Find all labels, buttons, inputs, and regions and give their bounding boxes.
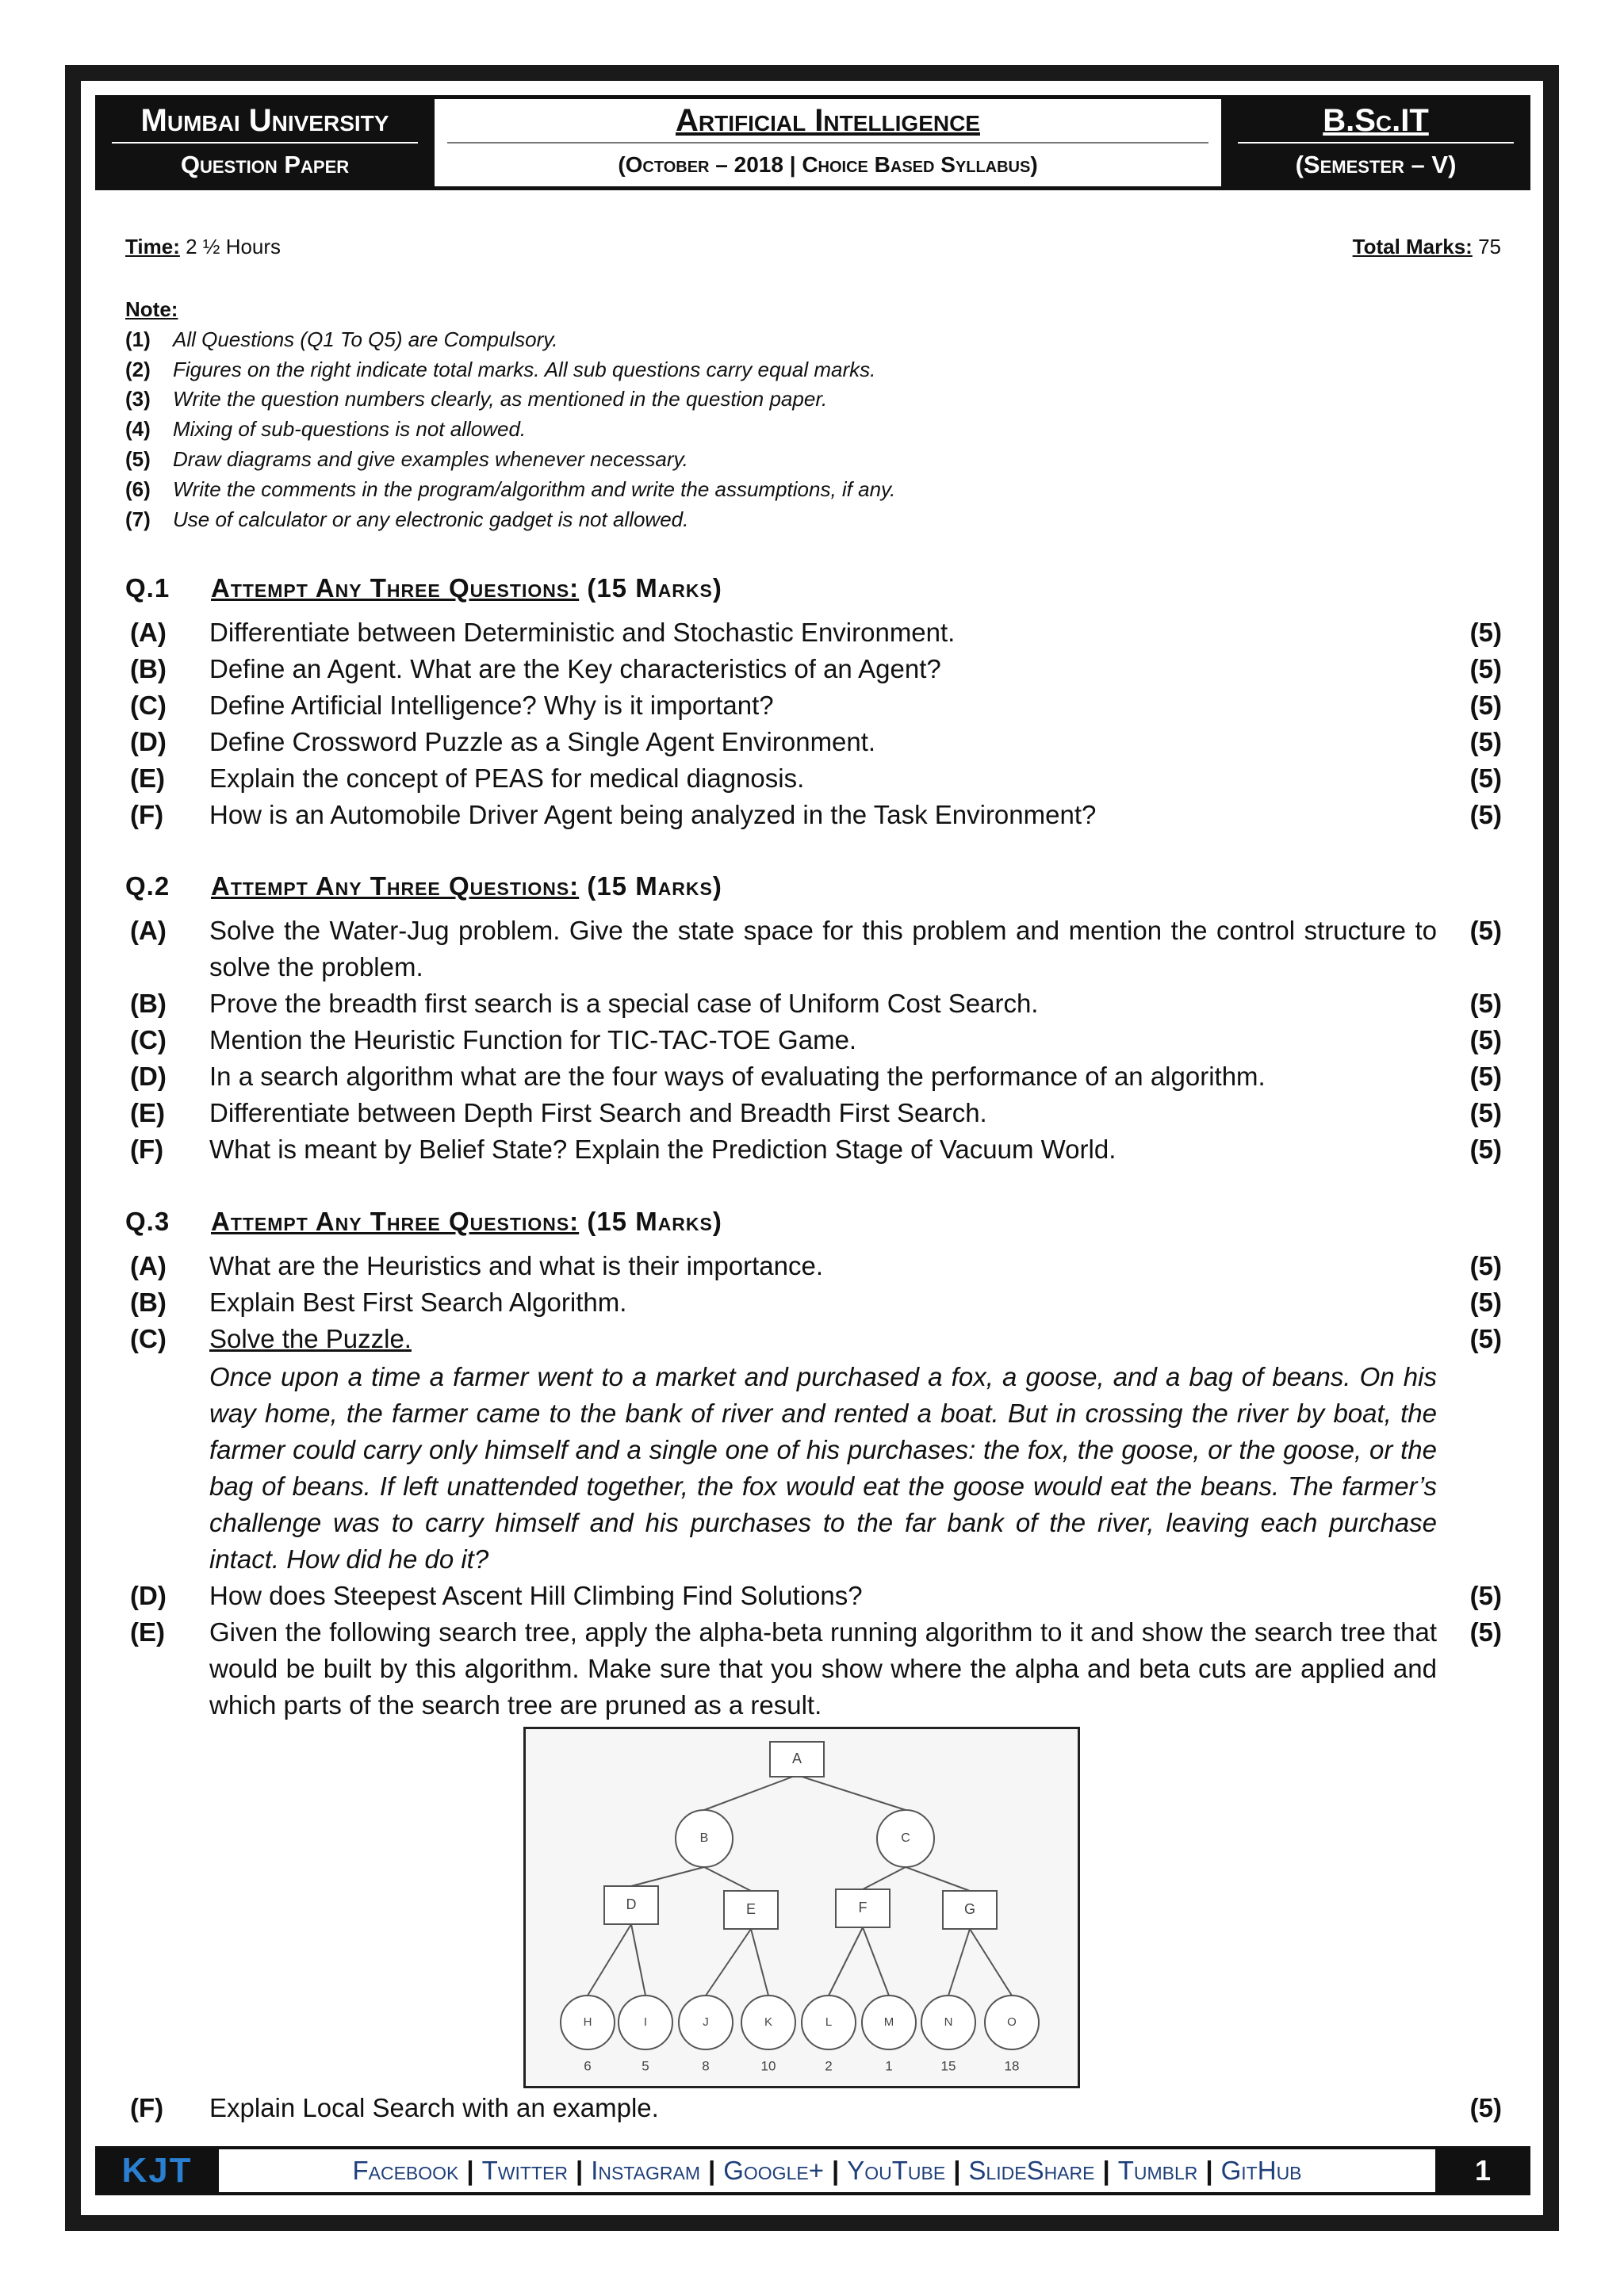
header-left: [99, 99, 431, 186]
tree-node-label: G: [963, 1900, 976, 1917]
item-text: Define an Agent. What are the Key characteristics of an Agent?: [209, 654, 941, 683]
note-text: Figures on the right indicate total marks. All sub questions carry equal marks.: [173, 357, 876, 381]
item-label: (F): [130, 1135, 164, 1164]
tree-node-label: C: [901, 1831, 910, 1846]
social-link-twitter[interactable]: Twitter: [481, 2156, 568, 2185]
item-marks: (5): [1469, 1025, 1502, 1054]
item-marks: (5): [1469, 800, 1502, 829]
tree-edge: [948, 1929, 970, 1996]
social-link-facebook[interactable]: Facebook: [352, 2156, 459, 2185]
item-marks: (5): [1469, 691, 1502, 720]
header-middle: [431, 99, 1225, 186]
tree-edge: [704, 1867, 751, 1891]
q1-heading: [125, 573, 722, 603]
item-label: (C): [130, 1025, 167, 1054]
item-text: Define Crossword Puzzle as a Single Agent Environment.: [209, 727, 876, 756]
tree-edge: [863, 1927, 889, 1996]
tree-edge: [704, 1775, 797, 1810]
note-item: [125, 325, 895, 355]
tree-leaf-label: J: [703, 2015, 709, 2029]
item-marks: (5): [1469, 1617, 1502, 1647]
tree-edge: [829, 1927, 863, 1996]
note-number: (4): [125, 417, 151, 442]
item-label: (E): [130, 763, 165, 793]
tree-node-label: A: [791, 1750, 802, 1766]
kjt-logo: KJT: [95, 2149, 219, 2192]
item-text: Explain Local Search with an example.: [209, 2093, 659, 2122]
q2-heading: [125, 871, 722, 901]
note-text: Write the comments in the program/algorithm and write the assumptions, if any.: [173, 476, 896, 501]
puzzle-text: Once upon a time a farmer went to a market and purchased a fox, a goose, and a bag of beans. On his way home, the farmer came to the bank of river and rented a boat. But in crossing the river by boat, the farmer could carry only himself and a single one of his purchases: the fox, the goose, or the goose, or the bag of beans. If left unattended together, the fox would eat the goose would eat the beans. The farmer’s challenge was to carry himself and his purchases to the far bank of the river, leaving each purchase intact. How did he do it?: [209, 1362, 1437, 1574]
item-text: Prove the breadth first search is a special case of Uniform Cost Search.: [209, 989, 1039, 1018]
note-item: [125, 505, 895, 535]
note-text: Write the question numbers clearly, as mentioned in the question paper.: [173, 387, 828, 411]
q2-title: Attempt Any Three Questions:: [211, 871, 580, 901]
tree-leaf-label: M: [883, 2015, 894, 2029]
item-marks: (5): [1469, 1098, 1502, 1127]
tree-edge: [588, 1924, 631, 1996]
tree-edge: [706, 1929, 751, 1996]
notes: [125, 295, 895, 534]
item-text: Mention the Heuristic Function for TIC-TAC-TOE Game.: [209, 1025, 857, 1054]
note-text: Draw diagrams and give examples whenever necessary.: [173, 446, 688, 471]
note-number: (3): [125, 387, 151, 411]
search-tree-figure: [523, 1727, 1080, 2088]
item-marks: (5): [1469, 1062, 1502, 1091]
item-marks: (5): [1469, 654, 1502, 683]
note-item: [125, 475, 895, 505]
item-marks: (5): [1469, 1251, 1502, 1280]
item-marks: (5): [1469, 1135, 1502, 1164]
note-number: (7): [125, 507, 151, 531]
footer: [95, 2146, 1530, 2195]
item-text: Explain Best First Search Algorithm.: [209, 1288, 627, 1317]
subject-title: Artificial Intelligence: [447, 99, 1208, 144]
note-number: (2): [125, 357, 151, 381]
social-links: [219, 2156, 1435, 2186]
tree-node-label: B: [699, 1831, 709, 1846]
item-text: Differentiate between Depth First Search and Breadth First Search.: [209, 1098, 987, 1127]
tree-edge: [797, 1775, 906, 1810]
tree-leaf-label: K: [764, 2015, 773, 2029]
tree-edge: [863, 1867, 906, 1889]
session-month: (October: [618, 152, 710, 177]
q2-number: Q.2: [125, 871, 170, 901]
item-label: (D): [130, 1062, 167, 1091]
item-text: Differentiate between Deterministic and Stochastic Environment.: [209, 618, 956, 647]
item-text: What are the Heuristics and what is their importance.: [209, 1251, 824, 1280]
social-link-youtube[interactable]: YouTube: [847, 2156, 946, 2185]
item-label: (A): [130, 1251, 167, 1280]
note-number: (6): [125, 476, 151, 501]
note-text: All Questions (Q1 To Q5) are Compulsory.: [173, 327, 558, 351]
q3-number: Q.3: [125, 1207, 170, 1236]
session-info: [435, 144, 1221, 186]
item-text: Given the following search tree, apply the alpha-beta running algorithm to it and show the search tree that would be built by this algorithm. Make sure that you show where the alpha and beta cuts are applied and which parts of the search tree are pruned as a result.: [209, 1617, 1437, 1720]
tree-edge: [970, 1929, 1012, 1996]
link-separator: |: [953, 2156, 961, 2185]
tree-node-label: E: [745, 1900, 756, 1917]
total-marks-value: 75: [1478, 235, 1501, 258]
q3-heading: [125, 1207, 722, 1237]
social-link-slideshare[interactable]: SlideShare: [968, 2156, 1095, 2185]
link-separator: |: [831, 2156, 840, 2185]
tree-leaf-label: N: [944, 2015, 953, 2029]
tree-leaf-value: 1: [885, 2058, 893, 2074]
item-marks: (5): [1469, 2093, 1502, 2122]
tree-leaf-label: L: [825, 2015, 833, 2029]
item-text: What is meant by Belief State? Explain the Prediction Stage of Vacuum World.: [209, 1135, 1116, 1164]
item-marks: (5): [1469, 1581, 1502, 1610]
tree-leaf-value: 15: [940, 2058, 956, 2074]
paper-type: Question Paper: [180, 151, 350, 178]
link-separator: |: [1205, 2156, 1213, 2185]
tree-leaf-value: 6: [584, 2058, 592, 2074]
tree-leaf-label: I: [643, 2015, 648, 2029]
social-link-instagram[interactable]: Instagram: [591, 2156, 700, 2185]
item-label: (F): [130, 800, 164, 829]
item-marks: (5): [1469, 916, 1502, 945]
note-text: Use of calculator or any electronic gadget is not allowed.: [173, 507, 689, 531]
q3-marks: (15 Marks): [587, 1207, 722, 1236]
q1-marks: (15 Marks): [587, 573, 722, 603]
notes-list: [125, 325, 895, 535]
item-marks: (5): [1469, 727, 1502, 756]
item-label: (C): [130, 1324, 167, 1353]
tree-node-label: D: [626, 1896, 637, 1912]
time-value: 2 ½ Hours: [186, 235, 282, 258]
q1-number: Q.1: [125, 573, 170, 603]
item-label: (D): [130, 727, 167, 756]
tree-leaf-value: 2: [825, 2058, 833, 2074]
social-link-github[interactable]: GitHub: [1220, 2156, 1302, 2185]
item-label: (A): [130, 618, 167, 647]
item-label: (C): [130, 691, 167, 720]
item-text: Explain the concept of PEAS for medical diagnosis.: [209, 763, 805, 793]
item-marks: (5): [1469, 1288, 1502, 1317]
note-text: Mixing of sub-questions is not allowed.: [173, 417, 527, 442]
social-link-tumblr[interactable]: Tumblr: [1117, 2156, 1198, 2185]
note-number: (5): [125, 446, 151, 471]
tree-leaf-value: 18: [1004, 2058, 1020, 2074]
item-label: (D): [130, 1581, 167, 1610]
item-label: (F): [130, 2093, 164, 2122]
tree-node-label: F: [858, 1899, 868, 1915]
session-syllabus: Choice Based Syllabus): [802, 152, 1038, 177]
item-text: How is an Automobile Driver Agent being analyzed in the Task Environment?: [209, 800, 1097, 829]
exam-meta: [125, 235, 1501, 259]
link-separator: |: [466, 2156, 474, 2185]
social-link-google[interactable]: Google+: [723, 2156, 824, 2185]
item-text: Define Artificial Intelligence? Why is it important?: [209, 691, 774, 720]
tree-edge: [631, 1924, 645, 1996]
tree-leaf-label: O: [1007, 2015, 1017, 2029]
note-number: (1): [125, 327, 151, 351]
search-tree-svg: [526, 1729, 1078, 2086]
tree-leaf-label: H: [583, 2015, 592, 2029]
notes-title: Note:: [125, 297, 178, 321]
item-text: In a search algorithm what are the four ways of evaluating the performance of an algorithm.: [209, 1062, 1266, 1091]
total-marks: Total Marks: 75: [1352, 235, 1501, 258]
note-item: [125, 355, 895, 385]
note-item: [125, 415, 895, 445]
university-name: Mumbai University: [112, 99, 418, 144]
tree-leaf-value: 5: [642, 2058, 649, 2074]
link-separator: |: [1102, 2156, 1110, 2185]
link-separator: |: [575, 2156, 584, 2185]
semester: (Semester – V): [1295, 151, 1457, 178]
item-marks: (5): [1469, 989, 1502, 1018]
course-name: B.Sc.IT: [1238, 99, 1514, 144]
link-separator: |: [708, 2156, 716, 2185]
item-text: Solve the Water-Jug problem. Give the state space for this problem and mention the control structure to solve the problem.: [209, 916, 1437, 982]
page-number: 1: [1435, 2149, 1530, 2192]
session-year: – 2018 |: [709, 152, 802, 177]
tree-edge: [631, 1867, 704, 1886]
note-item: [125, 445, 895, 475]
item-text: Solve the Puzzle.: [209, 1324, 412, 1353]
header-right: [1225, 99, 1526, 186]
item-label: (B): [130, 1288, 167, 1317]
q2-marks: (15 Marks): [587, 871, 722, 901]
tree-edge: [906, 1867, 970, 1891]
q1-title: Attempt Any Three Questions:: [211, 573, 580, 603]
time-label: Time: 2 ½ Hours: [125, 235, 282, 258]
item-marks: (5): [1469, 763, 1502, 793]
item-marks: (5): [1469, 618, 1502, 647]
tree-edge: [751, 1929, 768, 1996]
tree-leaf-value: 8: [702, 2058, 710, 2074]
item-text: How does Steepest Ascent Hill Climbing Find Solutions?: [209, 1581, 863, 1610]
item-marks: (5): [1469, 1324, 1502, 1353]
note-item: [125, 385, 895, 415]
tree-leaf-value: 10: [760, 2058, 776, 2074]
item-label: (A): [130, 916, 167, 945]
q3-title: Attempt Any Three Questions:: [211, 1207, 580, 1236]
item-label: (E): [130, 1098, 165, 1127]
header: [95, 95, 1530, 190]
item-label: (B): [130, 654, 167, 683]
item-label: (E): [130, 1617, 165, 1647]
item-label: (B): [130, 989, 167, 1018]
